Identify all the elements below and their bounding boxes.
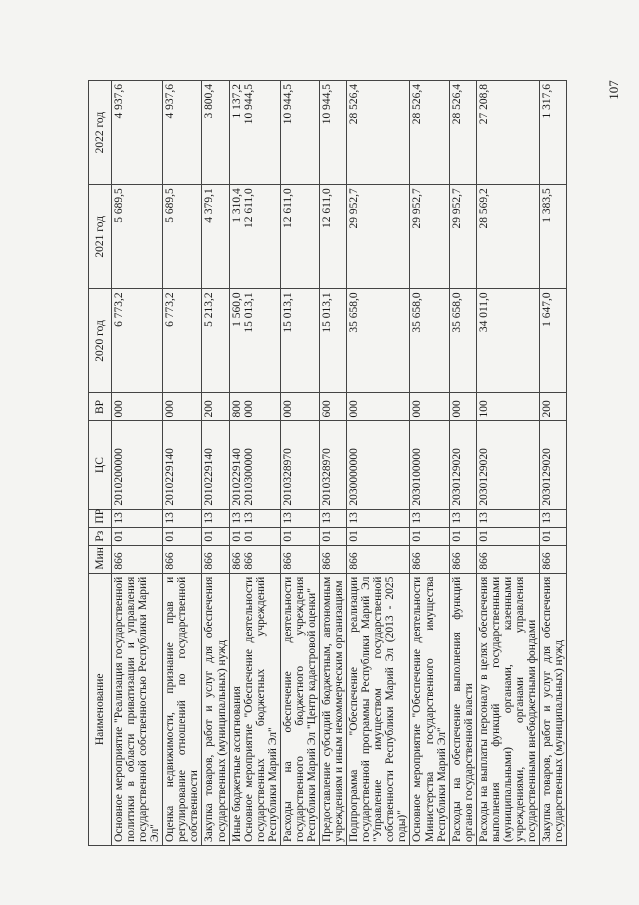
cell-rz: 01 xyxy=(449,527,476,545)
cell-2021: 1 310,4 12 611,0 xyxy=(229,185,280,289)
cell-2020: 35 658,0 xyxy=(347,289,410,393)
cell-2020: 35 658,0 xyxy=(449,289,476,393)
cell-vr: 000 xyxy=(163,393,202,421)
cell-2021: 29 952,7 xyxy=(347,185,410,289)
cell-2022: 27 208,8 xyxy=(476,81,539,185)
cell-vr: 000 xyxy=(112,393,163,421)
header-2020: 2020 год xyxy=(89,289,112,393)
cell-2022: 3 800,4 xyxy=(202,81,229,185)
cell-2022: 1 317,6 xyxy=(540,81,567,185)
cell-min: 866 xyxy=(476,545,539,573)
cell-cs: 2010229140 2010300000 xyxy=(229,421,280,509)
cell-pr: 13 xyxy=(410,509,449,527)
cell-pr: 13 xyxy=(449,509,476,527)
cell-min: 866 xyxy=(163,545,202,573)
cell-cs: 2030129020 xyxy=(540,421,567,509)
cell-2020: 15 013,1 xyxy=(320,289,347,393)
cell-vr: 000 xyxy=(410,393,449,421)
cell-name: Закупка товаров, работ и услуг для обеспечения государственных (муниципальных) нужд xyxy=(540,573,567,845)
cell-2020: 6 773,2 xyxy=(163,289,202,393)
cell-rz: 01 xyxy=(476,527,539,545)
cell-name: Иные бюджетные ассигнования Основное мероприятие "Обеспечение деятельности государственных бюджетных учреждений Республики Марий Эл" xyxy=(229,573,280,845)
cell-min: 866 xyxy=(540,545,567,573)
header-2021: 2021 год xyxy=(89,185,112,289)
cell-name: Оценка недвижимости, признание прав и регулирование отношений по государственной собственности xyxy=(163,573,202,845)
cell-name: Расходы на выплаты персоналу в целях обеспечения выполнения функций государственными (муниципальными) органами, казенными учреждениями, органами управления государственными внебюджетными фондами xyxy=(476,573,539,845)
cell-min: 866 866 xyxy=(229,545,280,573)
cell-vr: 000 xyxy=(449,393,476,421)
cell-cs: 2010200000 xyxy=(112,421,163,509)
cell-2022: 4 937,6 xyxy=(112,81,163,185)
cell-2021: 12 611,0 xyxy=(280,185,319,289)
cell-rz: 01 xyxy=(347,527,410,545)
cell-2022: 28 526,4 xyxy=(410,81,449,185)
cell-name: Основное мероприятие "Реализация государственной политики в области приватизации и управления государственной собственностью Республики Марий Эл" xyxy=(112,573,163,845)
cell-vr: 600 xyxy=(320,393,347,421)
cell-name: Расходы на обеспечение выполнения функций органов государственной власти xyxy=(449,573,476,845)
cell-2020: 34 011,0 xyxy=(476,289,539,393)
cell-vr: 000 xyxy=(347,393,410,421)
cell-2022: 4 937,6 xyxy=(163,81,202,185)
rotated-table-container xyxy=(88,80,592,846)
header-2022: 2022 год xyxy=(89,81,112,185)
cell-2021: 29 952,7 xyxy=(410,185,449,289)
table-row xyxy=(410,81,449,846)
cell-2022: 28 526,4 xyxy=(347,81,410,185)
cell-rz: 01 xyxy=(112,527,163,545)
cell-2020: 1 647,0 xyxy=(540,289,567,393)
cell-2022: 10 944,5 xyxy=(320,81,347,185)
cell-2021: 4 379,1 xyxy=(202,185,229,289)
cell-2021: 28 569,2 xyxy=(476,185,539,289)
cell-min: 866 xyxy=(449,545,476,573)
cell-name: Основное мероприятие "Обеспечение деятельности Министерства государственного имущества Республики Марий Эл" xyxy=(410,573,449,845)
cell-2022: 28 526,4 xyxy=(449,81,476,185)
cell-2021: 12 611,0 xyxy=(320,185,347,289)
cell-cs: 2010328970 xyxy=(320,421,347,509)
cell-cs: 2030000000 xyxy=(347,421,410,509)
table-row xyxy=(202,81,229,846)
cell-pr: 13 xyxy=(112,509,163,527)
cell-cs: 2010229140 xyxy=(202,421,229,509)
cell-pr: 13 xyxy=(320,509,347,527)
cell-name: Предоставление субсидий бюджетным, автономным учреждениям и иным некоммерческим организациям xyxy=(320,573,347,845)
table-header-row xyxy=(89,81,112,846)
table-row xyxy=(449,81,476,846)
cell-rz: 01 xyxy=(410,527,449,545)
cell-cs: 2030100000 xyxy=(410,421,449,509)
cell-2020: 1 560,0 15 013,1 xyxy=(229,289,280,393)
table-row xyxy=(229,81,280,846)
cell-pr: 13 13 xyxy=(229,509,280,527)
header-rz: Рз xyxy=(89,527,112,545)
cell-min: 866 xyxy=(280,545,319,573)
cell-pr: 13 xyxy=(280,509,319,527)
cell-name: Подпрограмма "Обеспечение реализации государственной программы Республики Марий Эл "Управление имуществом государственной собственности Республики Марий Эл (2013 - 2025 годы)" xyxy=(347,573,410,845)
cell-rz: 01 xyxy=(280,527,319,545)
budget-table xyxy=(88,80,567,846)
table-row xyxy=(540,81,567,846)
cell-name: Расходы на обеспечение деятельности государственного бюджетного учреждения Республики Марий Эл "Центр кадастровой оценки" xyxy=(280,573,319,845)
page-number: 107 xyxy=(605,80,621,100)
cell-cs: 2010328970 xyxy=(280,421,319,509)
cell-2020: 6 773,2 xyxy=(112,289,163,393)
cell-rz: 01 xyxy=(202,527,229,545)
table-row xyxy=(163,81,202,846)
table-row xyxy=(476,81,539,846)
cell-min: 866 xyxy=(347,545,410,573)
cell-vr: 200 xyxy=(202,393,229,421)
cell-2020: 35 658,0 xyxy=(410,289,449,393)
cell-min: 866 xyxy=(202,545,229,573)
cell-vr: 100 xyxy=(476,393,539,421)
cell-cs: 2030129020 xyxy=(476,421,539,509)
cell-min: 866 xyxy=(410,545,449,573)
header-min: Мин xyxy=(89,545,112,573)
cell-rz: 01 xyxy=(540,527,567,545)
cell-vr: 200 xyxy=(540,393,567,421)
cell-2022: 1 137,2 10 944,5 xyxy=(229,81,280,185)
cell-2021: 5 689,5 xyxy=(112,185,163,289)
cell-vr: 000 xyxy=(280,393,319,421)
cell-2021: 29 952,7 xyxy=(449,185,476,289)
cell-min: 866 xyxy=(112,545,163,573)
cell-2021: 1 383,5 xyxy=(540,185,567,289)
cell-pr: 13 xyxy=(347,509,410,527)
cell-2020: 15 013,1 xyxy=(280,289,319,393)
cell-rz: 01 01 xyxy=(229,527,280,545)
table-row xyxy=(320,81,347,846)
table-row xyxy=(280,81,319,846)
cell-2021: 5 689,5 xyxy=(163,185,202,289)
header-pr: ПР xyxy=(89,509,112,527)
cell-cs: 2010229140 xyxy=(163,421,202,509)
cell-2020: 5 213,2 xyxy=(202,289,229,393)
cell-pr: 13 xyxy=(202,509,229,527)
header-name: Наименование xyxy=(89,573,112,845)
cell-pr: 13 xyxy=(540,509,567,527)
cell-2022: 10 944,5 xyxy=(280,81,319,185)
header-cs: ЦС xyxy=(89,421,112,509)
cell-vr: 800 000 xyxy=(229,393,280,421)
cell-min: 866 xyxy=(320,545,347,573)
cell-pr: 13 xyxy=(476,509,539,527)
table-row xyxy=(112,81,163,846)
header-vr: ВР xyxy=(89,393,112,421)
table-row xyxy=(347,81,410,846)
cell-cs: 2030129020 xyxy=(449,421,476,509)
cell-rz: 01 xyxy=(163,527,202,545)
cell-rz: 01 xyxy=(320,527,347,545)
cell-pr: 13 xyxy=(163,509,202,527)
cell-name: Закупка товаров, работ и услуг для обеспечения государственных (муниципальных) нужд xyxy=(202,573,229,845)
